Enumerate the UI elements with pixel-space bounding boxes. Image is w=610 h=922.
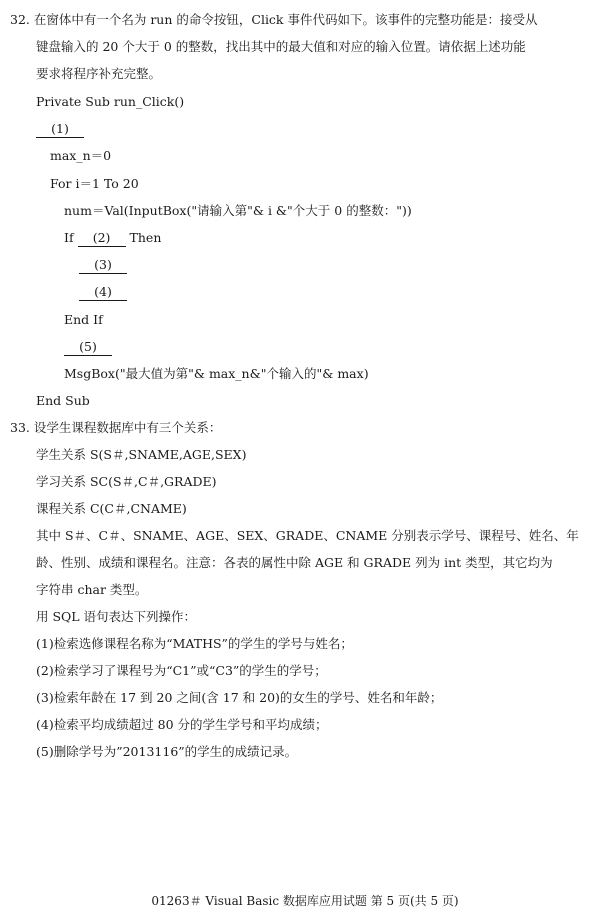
code-max-init: max_n＝0 bbox=[50, 148, 112, 163]
code-if-prefix: If bbox=[64, 230, 74, 245]
code-blank-3-line bbox=[79, 257, 127, 274]
q32-line-1: 32. 在窗体中有一个名为 run 的命令按钮，Click 事件代码如下。该事件的完整功能是：接受从 bbox=[10, 12, 538, 27]
code-end-sub: End Sub bbox=[36, 393, 90, 408]
q33-instruction: 用 SQL 语句表达下列操作： bbox=[36, 609, 197, 624]
q32-line-3: 要求将程序补充完整。 bbox=[36, 66, 162, 81]
relation-s: 学生关系 S(S＃,SNAME,AGE,SEX) bbox=[36, 447, 247, 462]
blank-1: (1) bbox=[36, 121, 84, 138]
code-msgbox: MsgBox("最大值为第"& max_n&"个输入的"& max) bbox=[64, 366, 369, 381]
code-end-if: End If bbox=[64, 312, 103, 327]
code-blank-5-line bbox=[64, 339, 112, 356]
sql-item-3: (3)检索年龄在 17 到 20 之间(含 17 和 20)的女生的学号、姓名和年龄； bbox=[36, 690, 443, 705]
blank-5: (5) bbox=[64, 339, 112, 356]
page-footer: 01263＃ Visual Basic 数据库应用试题 第 5 页(共 5 页) bbox=[151, 894, 459, 908]
blank-2: (2) bbox=[78, 230, 126, 247]
sql-item-2: (2)检索学习了课程号为“C1”或“C3”的学生的学号； bbox=[36, 663, 327, 678]
code-blank-4-line bbox=[79, 284, 127, 301]
q33-line-1: 33. 设学生课程数据库中有三个关系： bbox=[10, 420, 222, 435]
code-blank-1-line bbox=[36, 121, 84, 138]
blank-4: (4) bbox=[79, 284, 127, 301]
relation-c: 课程关系 C(C＃,CNAME) bbox=[36, 501, 187, 516]
blank-3: (3) bbox=[79, 257, 127, 274]
sql-item-5: (5)删除学号为”2013116”的学生的成绩记录。 bbox=[36, 744, 298, 759]
relation-sc: 学习关系 SC(S＃,C＃,GRADE) bbox=[36, 474, 217, 489]
q33-desc-1: 其中 S＃、C＃、SNAME、AGE、SEX、GRADE、CNAME 分别表示学号、课程号、姓名、年 bbox=[36, 528, 579, 543]
q32-line-2: 键盘输入的 20 个大于 0 的整数，找出其中的最大值和对应的输入位置。请依据上述功能 bbox=[36, 39, 526, 54]
code-for-line: For i＝1 To 20 bbox=[50, 176, 139, 191]
code-sub-header: Private Sub run_Click() bbox=[36, 94, 185, 109]
sql-item-4: (4)检索平均成绩超过 80 分的学生学号和平均成绩； bbox=[36, 717, 328, 732]
q33-desc-3: 字符串 char 类型。 bbox=[36, 582, 148, 597]
code-if-line bbox=[64, 230, 161, 247]
code-num-line: num＝Val(InputBox("请输入第"& i &"个大于 0 的整数：")) bbox=[64, 203, 412, 218]
q33-desc-2: 龄、性别、成绩和课程名。注意：各表的属性中除 AGE 和 GRADE 列为 int 类型，其它均为 bbox=[36, 555, 553, 570]
sql-item-1: (1)检索选修课程名称为“MATHS”的学生的学号与姓名； bbox=[36, 636, 353, 651]
code-if-suffix: Then bbox=[129, 230, 162, 245]
